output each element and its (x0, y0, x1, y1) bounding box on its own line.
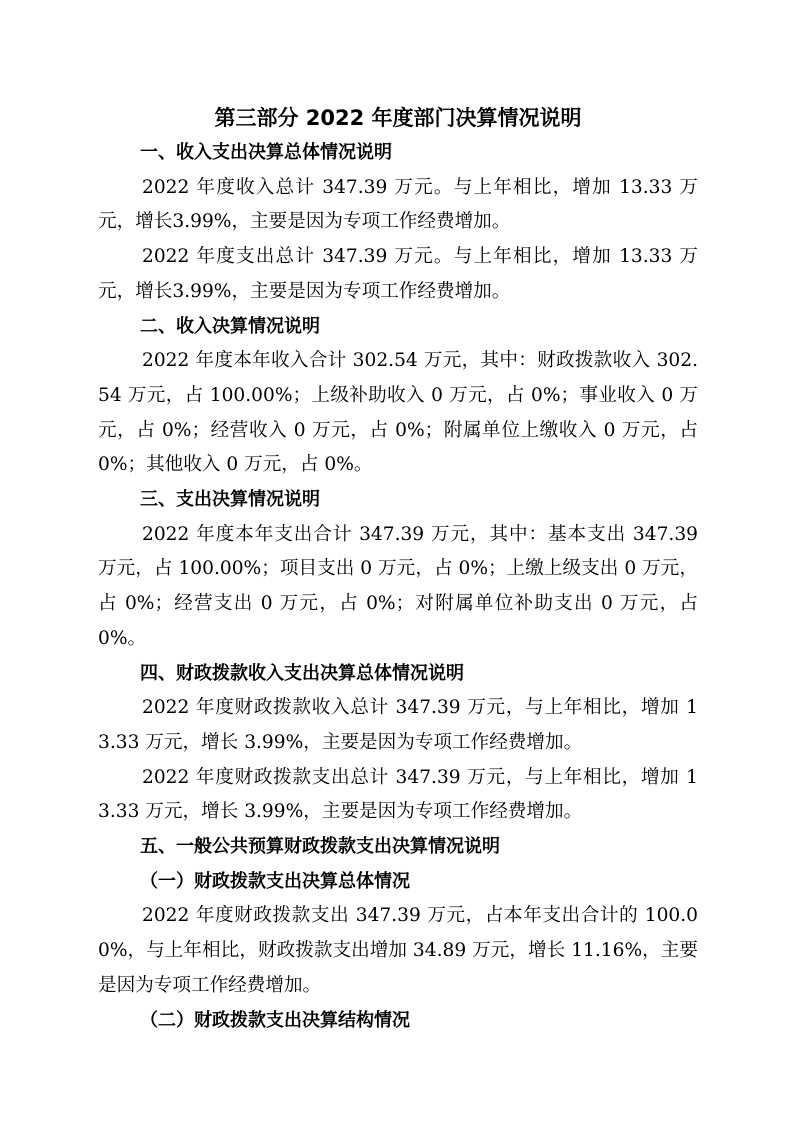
paragraph: 2022 年度本年收入合计 302.54 万元，其中：财政拨款收入 302.54 万元，占 100.00%；上级补助收入 0 万元，占 0%；事业收入 0 万元，占 0%；经营收入 0 万元，占 0%；附属单位上缴收入 0 万元，占 0%；其他收入 0 万元，占 0%。 (98, 350, 698, 476)
section-heading: 四、财政拨款收入支出决算总体情况说明 (140, 662, 464, 684)
section-heading: 五、一般公共预算财政拨款支出决算情况说明 (140, 836, 500, 858)
paragraph: 2022 年度财政拨款支出总计 347.39 万元，与上年相比，增加 13.33 万元，增长 3.99%，主要是因为专项工作经费增加。 (98, 766, 698, 823)
paragraph: 2022 年度财政拨款收入总计 347.39 万元，与上年相比，增加 13.33 万元，增长 3.99%，主要是因为专项工作经费增加。 (98, 697, 698, 753)
section-expenditure (98, 483, 698, 657)
section-fiscal-appropriation-overview (98, 657, 698, 831)
subsection-heading: （一）财政拨款支出决算总体情况 (140, 870, 410, 892)
subsection-heading: （二）财政拨款支出决算结构情况 (140, 1009, 410, 1031)
section-income-expenditure-overview (98, 136, 698, 310)
page-title: 第三部分 2022 年度部门决算情况说明 (214, 106, 582, 130)
section-heading: 三、支出决算情况说明 (140, 489, 320, 511)
document-page (98, 100, 698, 1038)
section-income (98, 310, 698, 484)
paragraph: 2022 年度收入总计 347.39 万元。与上年相比，增加 13.33 万元，增长3.99%，主要是因为专项工作经费增加。 (98, 176, 698, 233)
section-general-public-budget (98, 830, 698, 1038)
section-heading: 二、收入决算情况说明 (140, 315, 320, 337)
section-heading: 一、收入支出决算总体情况说明 (140, 142, 392, 163)
paragraph: 2022 年度支出总计 347.39 万元。与上年相比，增加 13.33 万元，增长3.99%，主要是因为专项工作经费增加。 (98, 246, 698, 302)
paragraph: 2022 年度财政拨款支出 347.39 万元，占本年支出合计的 100.00%，与上年相比，财政拨款支出增加 34.89 万元，增长 11.16%，主要是因为专项工作经费增加。 (98, 905, 698, 996)
paragraph: 2022 年度本年支出合计 347.39 万元，其中：基本支出 347.39 万元，占 100.00%；项目支出 0 万元，占 0%；上缴上级支出 0 万元，占 0%；经营支出 0 万元，占 0%；对附属单位补助支出 0 万元，占 0%。 (98, 523, 698, 649)
